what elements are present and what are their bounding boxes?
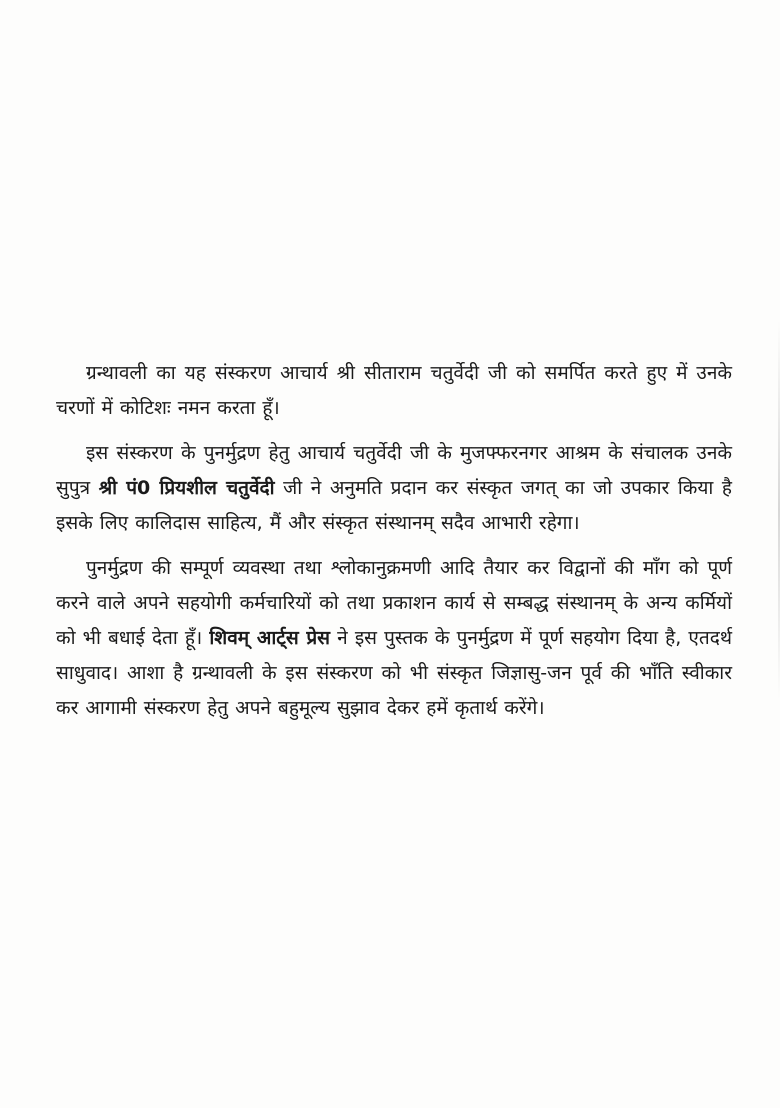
paragraph-text: जी ने अनुमति प्रदान कर संस्कृत जगत् का जो उपकार किया है इसके लिए कालिदास साहित्य, मैं और संस्कृत संस्थानम् सदैव आभारी रहेगा। bbox=[56, 477, 732, 534]
bold-name-priyasheel: श्री पं0 प्रियशील चतुर्वेदी bbox=[98, 477, 275, 499]
bold-name-press: शिवम् आर्ट्स प्रेस bbox=[209, 627, 331, 649]
dedication-text-block bbox=[56, 356, 732, 736]
paragraph-text: पुनर्मुद्रण की सम्पूर्ण व्यवस्था तथा श्लोकानुक्रमणी आदि तैयार कर विद्वानों की माँग को पूर्ण करने वाले अपने सहयोगी कर्मचारियों को तथा प्रकाशन कार्य से सम्बद्ध संस्थानम् के अन्य कर्मियों को भी बधाई देता हूँ। bbox=[56, 557, 732, 649]
paragraph-text: इस संस्करण के पुनर्मुद्रण हेतु आचार्य चतुर्वेदी जी के मुजफ्फरनगर आश्रम के संचालक उनके सुपुत्र bbox=[56, 442, 732, 499]
paragraph-dedication bbox=[56, 356, 732, 426]
paragraph-text: ग्रन्थावली का यह संस्करण आचार्य श्री सीताराम चतुर्वेदी जी को समर्पित करते हुए में उनके चरणों में कोटिशः नमन करता हूँ। bbox=[56, 362, 732, 419]
paragraph-permission bbox=[56, 436, 732, 541]
paragraph-text: ने इस पुस्तक के पुनर्मुद्रण में पूर्ण सहयोग दिया है, एतदर्थ साधुवाद। आशा है ग्रन्थावली के इस संस्करण को भी संस्कृत जिज्ञासु-जन पूर्व की भाँति स्वीकार कर आगामी संस्करण हेतु अपने बहुमूल्य सुझाव देकर हमें कृतार्थ करेंगे। bbox=[56, 627, 732, 719]
paragraph-acknowledgement bbox=[56, 551, 732, 726]
